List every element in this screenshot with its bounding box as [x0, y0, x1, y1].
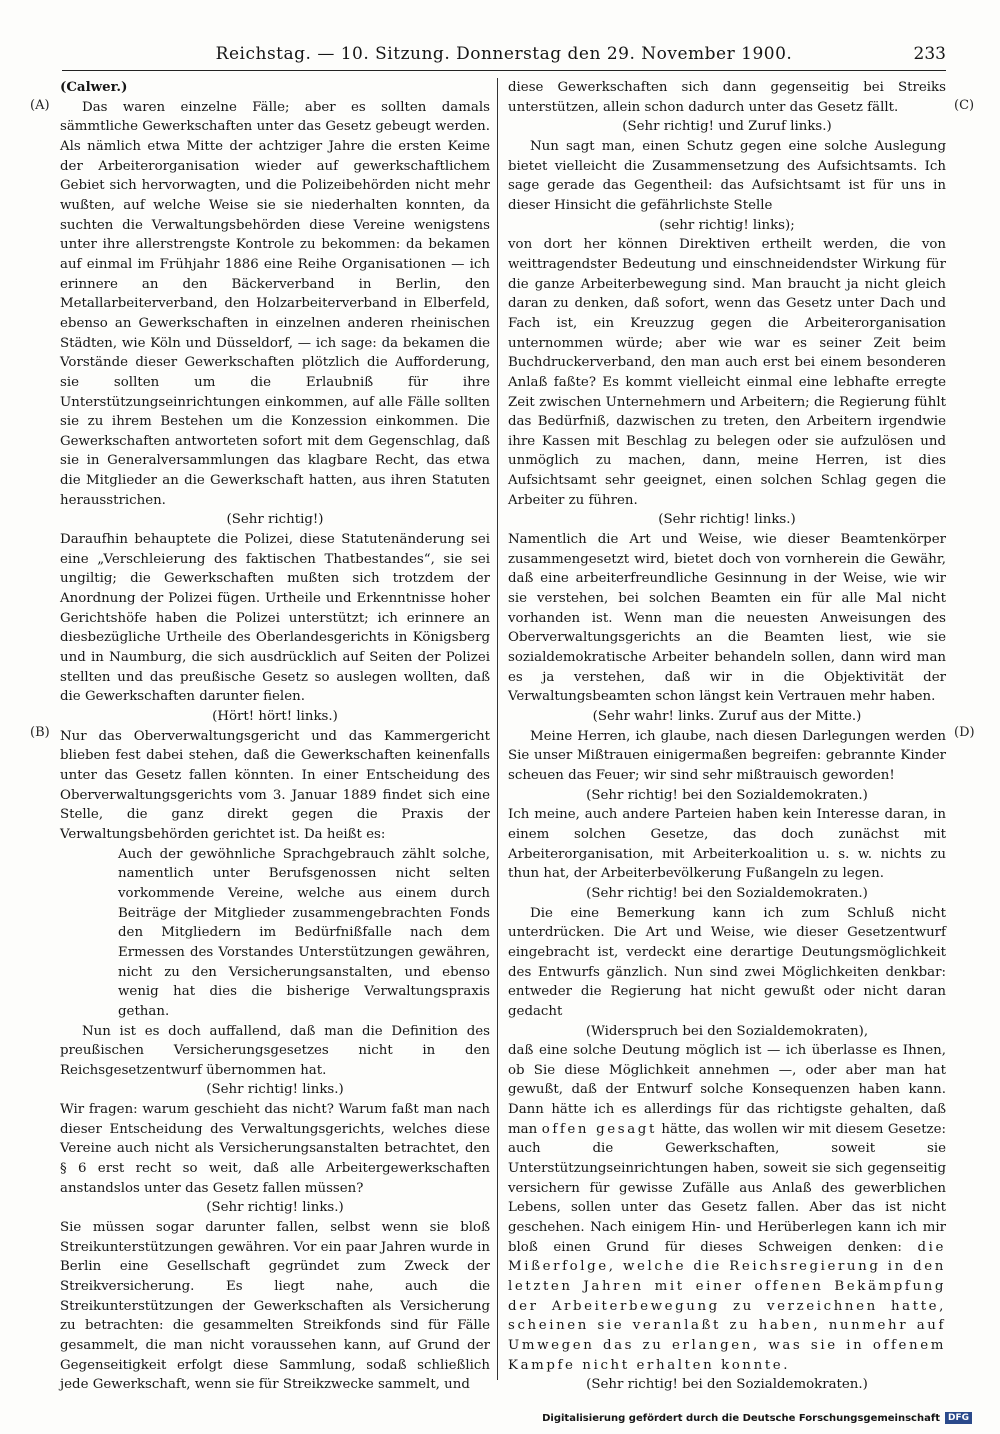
- spaced-emphasis: die Mißerfolge, welche die Reichsregierung in den letzten Jahren mit einer offenen Bekämpfung der Arbeiterbewegung zu verzeichnen hatte, scheinen sie veranlaßt zu haben, nunmehr auf Umwegen das zu erlangen, was sie in offenem Kampfe nicht erhalten konnte.: [508, 1239, 946, 1373]
- paragraph: Daraufhin behauptete die Polizei, diese Statutenänderung sei eine „Verschleierung des faktischen Thatbestandes“, sie sei ungiltig; die Gewerkschaften mußten sich trotzdem der Anordnung der Polizei fügen. Urtheile und Erkenntnisse hoher Gerichtshöfe haben die Polizei unterstützt; ich erinnere an diesbezügliche Urtheile des Oberlandesgerichts in Königsberg und in Naumburg, die sich ausdrücklich auf Seiten der Polizei stellten und das preußische Gesetz so auslegen wollten, daß die Gewerkschaften darunter fielen.: [60, 532, 490, 705]
- paragraph: Meine Herren, ich glaube, nach diesen Darlegungen werden Sie unser Mißtrauen einigermaßen begreifen: gebrannte Kinder scheuen das Feuer; wir sind sehr mißtrauisch geworden!: [508, 728, 946, 783]
- paragraph-text: hätte, das wollen wir mit diesem Gesetze: auch die Gewerkschaften, soweit sie Unterstützungseinrichtungen haben, soweit sie sich gegenseitig versichern für gewisse Zufälle aus Anlaß des gewerblichen Lebens, sollen unter das Gesetz fallen. Aber das ist nicht geschehen. Nach einigem Hin- und Herüberlegen kann ich mir bloß einen Grund für dieses Schweigen denken:: [508, 1121, 946, 1255]
- interjection: (Sehr richtig! bei den Sozialdemokraten.): [586, 885, 868, 901]
- interjection: (Sehr richtig! bei den Sozialdemokraten.): [586, 1377, 868, 1393]
- paragraph: diese Gewerkschaften sich dann gegenseitig bei Streiks unterstützen, allein schon dadurch unter das Gesetz fällt.: [508, 80, 946, 115]
- interjection: (Sehr richtig!): [226, 512, 324, 528]
- right-column: [508, 78, 946, 1393]
- interjection: (Hört! hört! links.): [212, 709, 338, 724]
- paragraph: Wir fragen: warum geschieht das nicht? Warum faßt man nach dieser Entscheidung des Verwaltungsgerichts, welches diese Vereine auch nicht als Versicherungsanstalten betrachtet, den § 6 erst recht so weit, daß alle Arbeitergewerkschaften anstandslos unter das Gesetz fallen müssen?: [60, 1102, 490, 1196]
- credit-text: Digitalisierung gefördert durch die Deutsche Forschungsgemeinschaft: [542, 1412, 940, 1424]
- paragraph: Das waren einzelne Fälle; aber es sollten damals sämmtliche Gewerkschaften unter das Gesetz gebeugt werden. Als nämlich etwa Mitte der achtziger Jahre die ersten Keime der Arbeiterorganisation wieder auf gewerkschaftlichem Gebiet sich hervorwagten, und die Polizeibehörden nicht mehr wußten, auf welche Weise sie sie niederhalten konnten, da suchten die Verwaltungsbehörden diese Vereine wenigstens unter ihre allerstrengste Kontrole zu bekommen: da bekamen auf einmal im Frühjahr 1886 eine Reihe Organisationen — ich erinnere an den Bäckerverband in Berlin, den Metallarbeiterverband, den Holzarbeiterverband in Elberfeld, ebenso an Gewerkschaften in einzelnen anderen rheinischen Städten, wie Köln und Düsseldorf, — ich sage: da bekamen die Vorstände dieser Gewerkschaften plötzlich die Aufforderung, sie sollten um die Erlaubniß für ihre Unterstützungseinrichtungen einkommen, auf alle Fälle sollten sie zu ihrem Bestehen um die Konzession einkommen. Die Gewerkschaften antworteten sofort mit dem Gegenschlag, daß sie in Generalversammlungen das klagbare Recht, das etwa die Mitglieder an die Gewerkschaft hatten, aus ihren Statuten herausstrichen.: [60, 99, 490, 508]
- margin-marker-a: (A): [30, 98, 50, 113]
- paragraph: von dort her können Direktiven ertheilt werden, die von weittragendster Bedeutung und einschneidendster Wirkung für die ganze Arbeiterbewegung sind. Man braucht ja nicht gleich daran zu denken, daß sofort, wenn das Gesetz unter Dach und Fach ist, ein Kreuzzug gegen die Arbeiterorganisation unternommen würde; aber wie war es seiner Zeit beim Buchdruckerverband, den man auch erst bei einem besonderen Anlaß faßte? Es kommt vielleicht einmal eine lebhafte erregte Zeit zwischen Unternehmern und Arbeitern; die Regierung fühlt das Bedürfniß, dazwischen zu treten, den Arbeitern irgendwie ihre Kassen mit Beschlag zu belegen oder sie aufzulösen und unmöglich zu machen, dann, meine Herren, ist dies Aufsichtsamt sehr geeignet, einen solchen Schlag gegen die Arbeiter zu führen.: [508, 237, 946, 508]
- left-column: [60, 78, 490, 1393]
- paragraph: Namentlich die Art und Weise, wie dieser Beamtenkörper zusammengesetzt wird, bietet doch von vornherein die Gewähr, daß eine arbeiterfreundliche Gesinnung in der Weise, wie wir sie verstehen, bei solchen Beamten ein für alle Mal nicht vorhanden ist. Wenn man die neuesten Anweisungen des Oberverwaltungsgerichts an die Beamten liest, wie sie sozialdemokratische Arbeiter behandeln sollen, dann wird man es ja verstehen, daß wir in die Objektivität der Verwaltungsbeamten schon längst kein Vertrauen mehr haben.: [508, 532, 946, 705]
- interjection: (sehr richtig! links);: [659, 217, 795, 233]
- running-title: Reichstag. — 10. Sitzung. Donnerstag den 29. November 1900.: [215, 44, 793, 64]
- paragraph: [508, 1041, 946, 1375]
- page-number: 233: [913, 44, 946, 64]
- paragraph-text: daß eine solche Deutung möglich ist — ich überlasse es Ihnen, ob Sie diese Möglichkeit annehmen —, oder aber man hat gewußt, daß der Entwurf solche Konsequenzen haben kann. Dann hätte ich es allerdings für das richtigste gehalten, daß man: [508, 1043, 946, 1137]
- block-quote: Auch der gewöhnliche Sprachgebrauch zählt solche, namentlich unter Berufsgenossen nicht selten vorkommende Vereine, welche aus einem durch Beiträge der Mitglieder zusammengebrachten Fonds den Mitgliedern im Bedürfnißfalle nach dem Ermessen des Vorstandes Unterstützungen gewähren, nicht zu den Versicherungsanstalten, und ebenso wenig hat dies die bisherige Verwaltungspraxis gethan.: [118, 846, 490, 1019]
- dfg-logo-icon: DFG: [945, 1412, 972, 1424]
- interjection: (Sehr richtig! bei den Sozialdemokraten.): [586, 787, 868, 803]
- column-divider: [497, 78, 498, 1380]
- page-header: [62, 44, 946, 71]
- interjection: (Sehr wahr! links. Zuruf aus der Mitte.): [592, 709, 862, 724]
- paragraph: Die eine Bemerkung kann ich zum Schluß nicht unterdrücken. Die Art und Weise, wie dieser Gesetzentwurf eingebracht ist, verdeckt eine derartige Deutungsmöglichkeit des Entwurfs gänzlich. Nun sind zwei Möglichkeiten denkbar: entweder die Regierung hat nicht gewußt oder nicht daran gedacht: [508, 905, 946, 1019]
- margin-marker-b: (B): [30, 725, 50, 740]
- interjection: (Sehr richtig! links.): [206, 1082, 344, 1098]
- interjection: (Sehr richtig! links.): [658, 512, 796, 528]
- paragraph: Ich meine, auch andere Parteien haben kein Interesse daran, in einem solchen Gesetze, das doch zunächst mit Arbeiterorganisation, mit Arbeiterkoalition u. s. w. nichts zu thun hat, der Arbeiterbevölkerung Fußangeln zu legen.: [508, 807, 946, 882]
- interjection: (Widerspruch bei den Sozialdemokraten),: [585, 1023, 869, 1039]
- spaced-emphasis: offen gesagt: [541, 1121, 657, 1137]
- paragraph: Nun sagt man, einen Schutz gegen eine solche Auslegung bietet vielleicht die Zusammensetzung des Aufsichtsamts. Ich sage gerade das Gegentheil: das Aufsichtsamt ist für uns in dieser Hinsicht die gefährlichste Stelle: [508, 138, 946, 213]
- paragraph: Nun ist es doch auffallend, daß man die Definition des preußischen Versicherungsgesetzes nicht in den Reichsgesetzentwurf übernommen hat.: [60, 1023, 490, 1078]
- interjection: (Sehr richtig! und Zuruf links.): [622, 119, 832, 135]
- margin-marker-d: (D): [954, 725, 975, 740]
- digitization-credit: [542, 1412, 972, 1424]
- speaker-name: (Calwer.): [60, 79, 128, 95]
- paragraph: Sie müssen sogar darunter fallen, selbst wenn sie bloß Streikunterstützungen gewähren. Vor ein paar Jahren wurde in Berlin eine Gesellschaft gegründet zum Zweck der Streikversicherung. Es liegt nahe, auch die Streikunterstützungen der Gewerkschaften als Versicherung zu betrachten: die gesammelten Streikfonds sind für Fälle gesammelt, die man nicht voraussehen kann, auf Grund der Gegenseitigkeit erfolgt diese Sammlung, sodaß schließlich jede Gewerkschaft, wenn sie für Streikzwecke sammelt, und: [60, 1220, 490, 1393]
- margin-marker-c: (C): [954, 98, 975, 113]
- interjection: (Sehr richtig! links.): [206, 1200, 344, 1216]
- paragraph: Nur das Oberverwaltungsgericht und das Kammergericht blieben fest dabei stehen, daß die Gewerkschaften keinenfalls unter das Gesetz fallen könnten. In einer Entscheidung des Oberverwaltungsgerichts vom 3. Januar 1889 findet sich eine Stelle, die ganz direkt gegen die Praxis der Verwaltungsbehörden gerichtet ist. Da heißt es:: [60, 728, 490, 842]
